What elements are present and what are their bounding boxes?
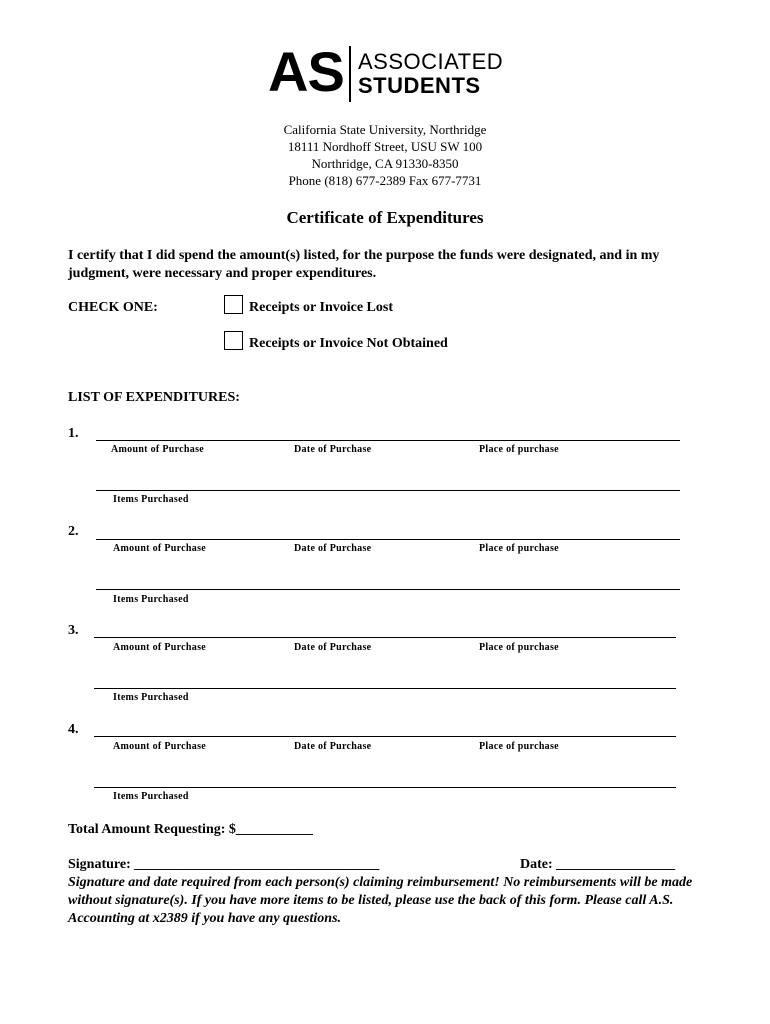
receipts-not-obtained-label: Receipts or Invoice Not Obtained xyxy=(249,336,448,351)
date-label: Date of Purchase xyxy=(294,741,372,752)
purchase-details-line[interactable] xyxy=(96,440,680,441)
items-purchased-line[interactable] xyxy=(94,787,676,788)
items-label: Items Purchased xyxy=(113,494,189,505)
certification-text: I certify that I did spend the amount(s) listed, for the purpose the funds were designated, and in my judgment, were necessary and proper expenditures. xyxy=(68,248,660,281)
logo-line-associated: ASSOCIATED xyxy=(358,49,504,74)
date-field[interactable]: Date: _________________ xyxy=(520,857,676,872)
entry-number: 1. xyxy=(68,426,79,441)
items-label: Items Purchased xyxy=(113,594,189,605)
total-amount-field[interactable]: Total Amount Requesting: $___________ xyxy=(68,822,313,837)
items-purchased-line[interactable] xyxy=(96,490,680,491)
date-label: Date of Purchase xyxy=(294,642,372,653)
address-line-1: California State University, Northridge xyxy=(283,122,487,137)
place-label: Place of purchase xyxy=(479,741,559,752)
receipts-lost-label: Receipts or Invoice Lost xyxy=(249,300,393,315)
place-label: Place of purchase xyxy=(479,642,559,653)
purchase-details-line[interactable] xyxy=(94,637,676,638)
address-line-2: 18111 Nordhoff Street, USU SW 100 xyxy=(287,139,483,154)
logo-line-students: STUDENTS xyxy=(358,73,481,98)
amount-label: Amount of Purchase xyxy=(113,741,206,752)
receipts-lost-checkbox[interactable] xyxy=(224,295,243,314)
entry-number: 4. xyxy=(68,722,79,737)
reimbursement-notice: Signature and date required from each person(s) claiming reimbursement! No reimbursements will be made without signature(s). If you have more items to be listed, please use the back of this form. Please call A.S. Accounting at x2389 if you have any questions. xyxy=(68,875,693,926)
address-line-4: Phone (818) 677-2389 Fax 677-7731 xyxy=(288,173,482,188)
purchase-details-line[interactable] xyxy=(94,736,676,737)
address-line-3: Northridge, CA 91330-8350 xyxy=(311,156,459,171)
form-title: Certificate of Expenditures xyxy=(286,208,484,227)
items-label: Items Purchased xyxy=(113,791,189,802)
place-label: Place of purchase xyxy=(479,444,559,455)
check-one-label: CHECK ONE: xyxy=(68,300,158,315)
entry-number: 3. xyxy=(68,623,79,638)
purchase-details-line[interactable] xyxy=(96,539,680,540)
amount-label: Amount of Purchase xyxy=(113,642,206,653)
date-label: Date of Purchase xyxy=(294,543,372,554)
items-purchased-line[interactable] xyxy=(94,688,676,689)
list-heading: LIST OF EXPENDITURES: xyxy=(68,390,240,405)
items-label: Items Purchased xyxy=(113,692,189,703)
signature-field[interactable]: Signature: ___________________________________ xyxy=(68,857,380,872)
logo-mark: AS xyxy=(268,40,344,103)
place-label: Place of purchase xyxy=(479,543,559,554)
amount-label: Amount of Purchase xyxy=(111,444,204,455)
date-label: Date of Purchase xyxy=(294,444,372,455)
logo-divider xyxy=(349,46,351,102)
receipts-not-obtained-checkbox[interactable] xyxy=(224,331,243,350)
entry-number: 2. xyxy=(68,524,79,539)
amount-label: Amount of Purchase xyxy=(113,543,206,554)
items-purchased-line[interactable] xyxy=(96,589,680,590)
